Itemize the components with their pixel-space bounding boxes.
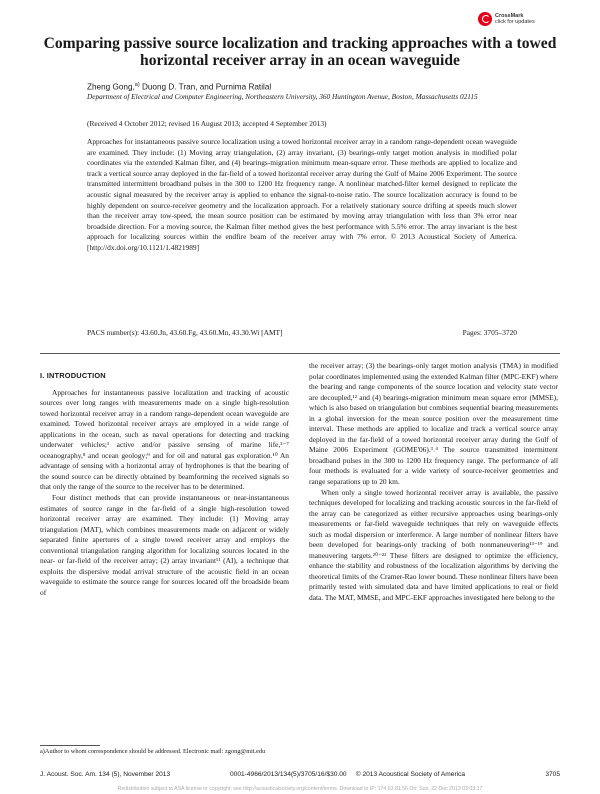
left-column (40, 371, 289, 598)
footer-journal: J. Acoust. Soc. Am. 134 (5), November 2013 (40, 771, 171, 778)
right-column (309, 361, 558, 604)
footnote-divider (40, 745, 100, 746)
footer-copyright: © 2013 Acoustical Society of America (355, 771, 466, 778)
received-dates: (Received 4 October 2012; revised 16 August 2013; accepted 4 September 2013) (87, 119, 327, 128)
footer-page-number: 3705 (545, 771, 560, 778)
author-first: Zheng Gong, (87, 82, 135, 92)
author-note-mark[interactable]: a) (134, 82, 140, 88)
paper-title: Comparing passive source localization and tracking approaches with a towed horizontal receiver array in an ocean waveguide (43, 35, 557, 69)
abstract: Approaches for instantaneous passive source localization using a towed horizontal receiver array in a random range-dependent ocean waveguide are examined. They include: (1) Moving array triangulation, (2) array invariant, (3) bearings-only target motion analysis in modified polar coordinates via the extended Kalman filter, and (4) bearings-migration minimum mean-square error. These methods are applied to localize and track a vertical source array deployed in the far-field of a towed horizontal receiver array during the Gulf of Maine 2006 Experiment. The source transmitted intermittent broadband pulses in the 300 to 1200 Hz frequency range. A nonlinear matched-filter kernel designed to replicate the acoustic signal measured by the receiver array is applied to enhance the signal-to-noise ratio. The source localization accuracy is found to be highly dependent on source-receiver geometry and the localization approach. For a relatively stationary source drifting at speeds much slower than the receiver array tow-speed, the mean source position can be estimated by moving array triangulation with less than 3% error near broadside direction. For a moving source, the Kalman filter method gives the best performance with 5.5% error. The array invariant is the best approach for localizing sources within the endfire beam of the receiver array with 7% error. © 2013 Acoustical Society of America. [http://dx.doi.org/10.1121/1.4821989] (87, 137, 517, 252)
author-rest: Duong D. Tran, and Purnima Ratilal (139, 82, 272, 92)
crossmark-badge[interactable] (478, 10, 568, 28)
author-list (87, 80, 517, 93)
page-range: Pages: 3705–3720 (462, 328, 517, 337)
footer-issn: 0001-4966/2013/134(5)/3705/16/$30.00 © 2013 Acoustical Society of America (230, 771, 466, 778)
header-divider (40, 353, 560, 354)
crossmark-icon (478, 12, 492, 26)
pacs-numbers: PACS number(s): 43.60.Jn, 43.60.Fg, 43.60.Mn, 43.30.Wi [AMT] (87, 328, 283, 337)
section-heading: I. INTRODUCTION (40, 371, 106, 380)
body-paragraph: Approaches for instantaneous passive localization and tracking of acoustic sources over long ranges with measurements made on a single high-resolution towed horizontal receiver array in a random range-dependent ocean waveguide are examined. Towed horizontal receiver arrays are employed in a wide range of applications in the ocean, such as naval operations for detecting and tracking underwater vehicles;¹ active and/or passive sensing of marine life,³⁻⁷ oceanography,⁸ and ocean geology;⁹ and for oil and natural gas exploration.¹⁰ An advantage of sensing with a horizontal array of hydrophones is that the bearing of the sound source can be directly obtained by beamforming the received signals so that only the range of the source to the receiver has to be determined. (40, 387, 289, 492)
footnote: a)Author to whom correspondence should be addressed. Electronic mail: zgong@mit.edu (40, 748, 266, 755)
affiliation: Department of Electrical and Computer Engineering, Northeastern University, 360 Huntington Avenue, Boston, Massachusetts 02115 (87, 92, 478, 101)
crossmark-label: CrossMark click for updates (495, 13, 535, 25)
pacs-line (87, 328, 517, 338)
body-paragraph: the receiver array; (3) the bearings-only target motion analysis (TMA) in modified polar coordinates implemented using the extended Kalman filter (MPC-EKF) where the bearing and range components of the source location and velocity state vector are decoupled,¹² and (4) bearings-migration minimum mean square error (MMSE), which is also based on triangulation but combines sequential bearing measurements in a global inversion for the mean source position over the measurement time interval. These methods are applied to localize and track a vertical source array deployed in the far-field of a towed horizontal receiver array during the Gulf of Maine 2006 Experiment (GOME'06).³˒⁴ The source transmitted intermittent broadband pulses in the 300 to 1200 Hz frequency range. The performance of all four methods is evaluated for a wide variety of source-receiver geometries and range separations up to 20 km. (309, 361, 558, 487)
body-paragraph: When only a single towed horizontal receiver array is available, the passive techniques developed for localizing and tracking acoustic sources in the far-field of the array can be categorized as either recursive approaches using bearings-only measurements or far-field waveguide techniques that rely on waveguide effects such as modal dispersion or interference. A large number of nonlinear filters have been developed for bearings-only tracking of both nonmaneuvering¹³⁻¹⁹ and maneuvering targets.²⁰⁻²² These filters are designed to optimize the efficiency, enhance the stability and robustness of the localization algorithms by deriving the theoretical limits of the Cramer-Rao lower bound. These nonlinear filters have been primarily tested with simulated data and have limited applications to real or field data. The MAT, MMSE, and MPC-EKF approaches investigated here belong to the (309, 487, 558, 603)
body-paragraph: Four distinct methods that can provide instantaneous or near-instantaneous estimates of source range in the far-field of a single high-resolution towed horizontal receiver array are examined. They include: (1) Moving array triangulation (MAT), which combines measurements made on adjacent or widely separated finite apertures of a single towed receiver array and employs the conventional triangulation ranging algorithm for localizing sources located in the near- or far-field of the receiver array; (2) array invariant¹¹ (AI), a technique that exploits the dispersive modal arrival structure of the acoustic field in an ocean waveguide to estimate the source range for sources located off the broadside beam of (40, 493, 289, 597)
redistribution-notice: Redistribution subject to ASA license or copyright; see http://acousticalsociety.org/content/terms. Download to IP: 174.63.81.56 On: Sun, 22 Dec 2013 03:03:17 (117, 786, 483, 792)
